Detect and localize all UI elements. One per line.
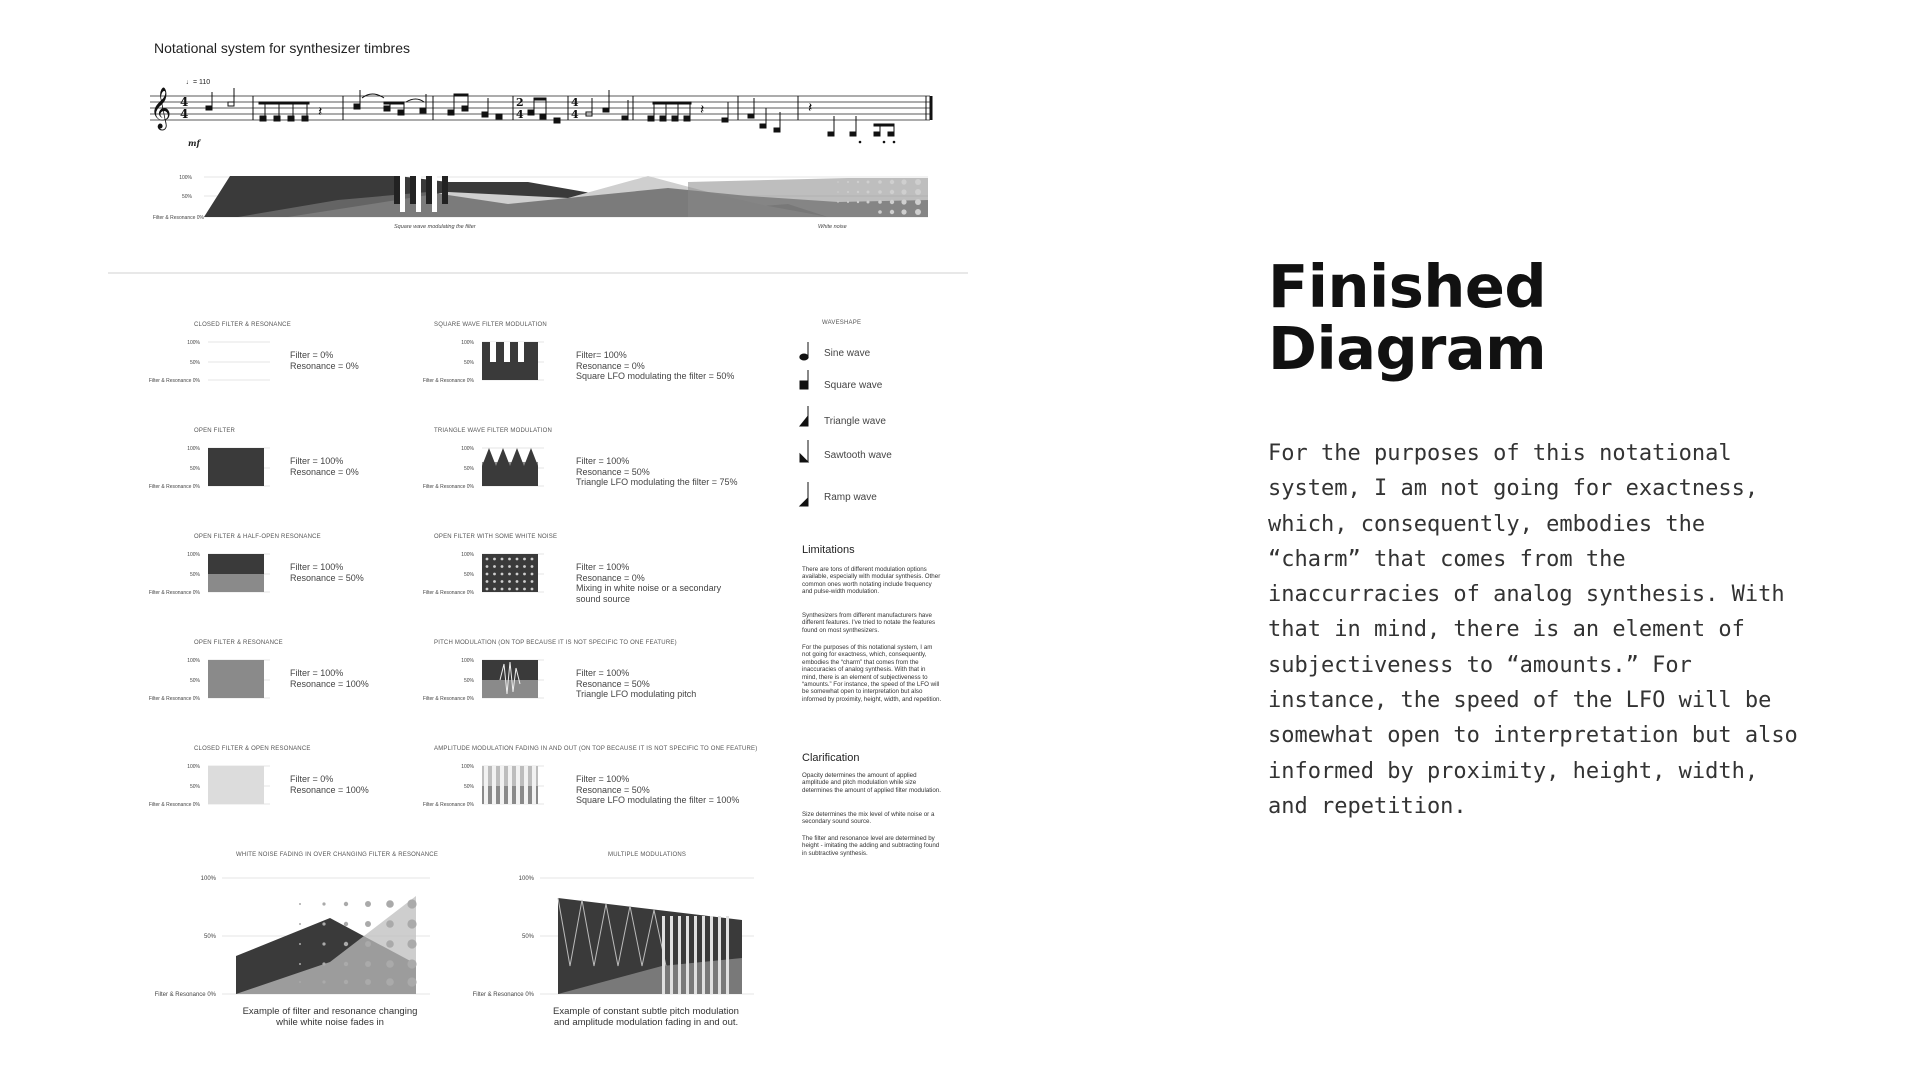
svg-text:100%: 100%	[518, 876, 534, 882]
clarification-p1: Opacity determines the amount of applied amplitude and pitch modulation while size determines the amount of applied filter modulation.	[802, 772, 941, 794]
section-divider	[108, 272, 968, 274]
panel-axis-label: Filter & Resonance 0%	[148, 590, 200, 596]
panel-axis-label: 100%	[461, 764, 474, 770]
square-wave-icon	[800, 381, 808, 389]
svg-text:4: 4	[516, 108, 524, 121]
panel-title: AMPLITUDE MODULATION FADING IN AND OUT (ON TOP BECAUSE IT IS NOT SPECIFIC TO ONE FEATURE)	[434, 746, 758, 752]
slide-heading: Finished Diagram	[1268, 252, 1547, 383]
panel-description: Filter = 100% Resonance = 0%	[290, 456, 359, 477]
svg-text:4: 4	[180, 95, 189, 109]
score-graphic	[148, 72, 948, 232]
slide-body: For the purposes of this notational system, I am not going for exactness, which, consequently, embodies the “charm” that comes from the inaccurracies of analog synthesis. With that in mind, there is an element of subjectiveness to “amounts.” For instance, the speed of the LFO will be somewhat open to interpretation but also informed by proximity, height, width, and repetition.	[1268, 441, 1798, 819]
panel-chart	[150, 336, 270, 388]
waveshape-sawtooth-label: Sawtooth wave	[824, 450, 892, 461]
panel-axis-label: Filter & Resonance 0%	[422, 802, 474, 808]
panel-title: TRIANGLE WAVE FILTER MODULATION	[434, 428, 552, 434]
panel-axis-label: Filter & Resonance 0%	[422, 590, 474, 596]
panel-axis-label: 50%	[463, 784, 474, 790]
panel-title: OPEN FILTER & HALF-OPEN RESONANCE	[194, 534, 321, 540]
panel-description: Filter = 100% Resonance = 50% Triangle LFO modulating pitch	[576, 668, 697, 699]
panel-axis-label: 100%	[187, 446, 200, 452]
svg-text:100%: 100%	[179, 175, 192, 181]
svg-text:50%: 50%	[181, 194, 192, 200]
svg-text:White noise: White noise	[818, 224, 847, 230]
waveshape-legend	[796, 340, 956, 520]
waveshape-sine-label: Sine wave	[824, 348, 871, 359]
panel-axis-label: 50%	[189, 678, 200, 684]
panel-axis-label: 50%	[189, 572, 200, 578]
limitations-p1: There are tons of different modulation options available, especially with modular synthesis. Other common ones worth notating include frequency and pulse-width modulation.	[802, 566, 941, 596]
panel-title: SQUARE WAVE FILTER MODULATION	[434, 322, 547, 328]
panel-axis-label: 100%	[187, 552, 200, 558]
panel-description: Filter= 100% Resonance = 0% Square LFO modulating the filter = 50%	[576, 350, 735, 381]
panel-description: Filter = 100% Resonance = 100%	[290, 668, 369, 689]
panel-description: Filter = 100% Resonance = 50%	[290, 562, 364, 583]
example-1-caption: Example of filter and resonance changing while white noise fades in	[242, 1006, 418, 1028]
svg-text:Filter & Resonance 0%: Filter & Resonance 0%	[154, 992, 216, 998]
waveshape-title: WAVESHAPE	[822, 320, 862, 326]
panel-description: Filter = 100% Resonance = 0% Mixing in white noise or a secondary sound source	[576, 562, 722, 604]
panel-axis-label: 100%	[461, 658, 474, 664]
svg-text:4: 4	[571, 96, 579, 109]
panel-axis-label: 100%	[187, 340, 200, 346]
panel-axis-label: 50%	[463, 466, 474, 472]
panel-description: Filter = 100% Resonance = 50% Square LFO modulating the filter = 100%	[576, 774, 740, 805]
waveshape-icons	[796, 340, 816, 520]
sine-wave-icon	[800, 354, 808, 360]
waveshape-square-label: Square wave	[824, 380, 883, 391]
clarification-p3: The filter and resonance level are determined by height - imitating the adding and subtracting found in subtractive synthesis.	[802, 835, 940, 857]
waveshape-ramp-label: Ramp wave	[824, 492, 877, 503]
panel-chart	[422, 760, 554, 812]
limitations-p2: Synthesizers from different manufacturers have different features. I've tried to notate the features found on most synthesizers.	[802, 612, 936, 634]
svg-text:𝄽: 𝄽	[808, 100, 813, 116]
panel-title: CLOSED FILTER & RESONANCE	[194, 322, 291, 328]
panel-axis-label: Filter & Resonance 0%	[422, 696, 474, 702]
example-2-caption: Example of constant subtle pitch modulation and amplitude modulation fading in and out.	[553, 1006, 739, 1028]
panel-axis-label: 100%	[461, 446, 474, 452]
svg-text:4: 4	[571, 108, 579, 121]
panel-title: OPEN FILTER & RESONANCE	[194, 640, 283, 646]
example-2-title: MULTIPLE MODULATIONS	[608, 852, 687, 858]
limitations-heading: Limitations	[802, 544, 855, 556]
svg-text:2: 2	[516, 96, 524, 109]
panel-axis-label: 50%	[463, 360, 474, 366]
panel-title: PITCH MODULATION (ON TOP BECAUSE IT IS NOT SPECIFIC TO ONE FEATURE)	[434, 640, 677, 646]
limitations-p3: For the purposes of this notational system, I am not going for exactness, which, consequently, embodies the “charm” that comes from the inaccuracies of analog synthesis. With that in mind, there is an element of subjectiveness to “amounts.” For instance, the speed of the LFO will be somewhat open to interpretation but also informed by proximity, height, width, and repetition.	[802, 644, 942, 703]
panel-chart	[422, 336, 554, 388]
panel-axis-label: Filter & Resonance 0%	[148, 378, 200, 384]
svg-text:Filter & Resonance 0%: Filter & Resonance 0%	[152, 215, 204, 221]
svg-text:4: 4	[180, 107, 189, 121]
triangle-wave-icon	[800, 416, 808, 426]
panel-axis-label: Filter & Resonance 0%	[148, 484, 200, 490]
panel-axis-label: Filter & Resonance 0%	[148, 696, 200, 702]
panel-description: Filter = 0% Resonance = 100%	[290, 774, 369, 795]
panel-chart	[422, 442, 554, 494]
clarification-heading: Clarification	[802, 752, 860, 764]
panel-chart	[150, 548, 270, 600]
example-1-chart	[140, 870, 460, 1000]
sawtooth-wave-icon	[800, 454, 808, 462]
svg-text:𝄽: 𝄽	[318, 104, 323, 120]
svg-text:Square wave modulating the fil: Square wave modulating the filter	[394, 224, 476, 230]
dynamic-marking: mf	[188, 138, 200, 148]
panel-axis-label: 100%	[187, 658, 200, 664]
score-envelope	[153, 175, 928, 230]
panel-chart	[422, 654, 554, 706]
panel-axis-label: 50%	[189, 784, 200, 790]
panel-axis-label: 100%	[461, 552, 474, 558]
panel-axis-label: Filter & Resonance 0%	[422, 378, 474, 384]
svg-text:50%: 50%	[203, 934, 216, 940]
svg-text:100%: 100%	[200, 876, 216, 882]
panel-chart	[150, 654, 270, 706]
panel-chart	[150, 760, 270, 812]
clarification-p2: Size determines the mix level of white noise or a secondary sound source.	[802, 811, 935, 826]
panel-title: CLOSED FILTER & OPEN RESONANCE	[194, 746, 311, 752]
svg-text:Filter & Resonance 0%: Filter & Resonance 0%	[472, 992, 534, 998]
panel-axis-label: 100%	[187, 764, 200, 770]
ramp-wave-icon	[800, 498, 808, 506]
panel-title: OPEN FILTER	[194, 428, 236, 434]
panel-axis-label: Filter & Resonance 0%	[422, 484, 474, 490]
panel-description: Filter = 0% Resonance = 0%	[290, 350, 359, 371]
treble-clef-icon: 𝄞	[150, 88, 172, 129]
panel-description: Filter = 100% Resonance = 50% Triangle LFO modulating the filter = 75%	[576, 456, 738, 487]
panel-axis-label: 50%	[189, 466, 200, 472]
panel-axis-label: 50%	[463, 572, 474, 578]
panel-chart	[150, 442, 270, 494]
tempo-marking: ♩= 110	[186, 79, 211, 86]
svg-text:50%: 50%	[521, 934, 534, 940]
panel-axis-label: 50%	[189, 360, 200, 366]
panel-axis-label: Filter & Resonance 0%	[148, 802, 200, 808]
panel-axis-label: 50%	[463, 678, 474, 684]
panel-chart	[422, 548, 554, 600]
document-title: Notational system for synthesizer timbres	[154, 40, 410, 56]
example-2-chart	[462, 870, 762, 1000]
panel-axis-label: 100%	[461, 340, 474, 346]
waveshape-triangle-label: Triangle wave	[824, 416, 886, 427]
example-1-title: WHITE NOISE FADING IN OVER CHANGING FILTER & RESONANCE	[236, 852, 439, 858]
svg-text:𝄽: 𝄽	[700, 102, 705, 118]
panel-title: OPEN FILTER WITH SOME WHITE NOISE	[434, 534, 558, 540]
